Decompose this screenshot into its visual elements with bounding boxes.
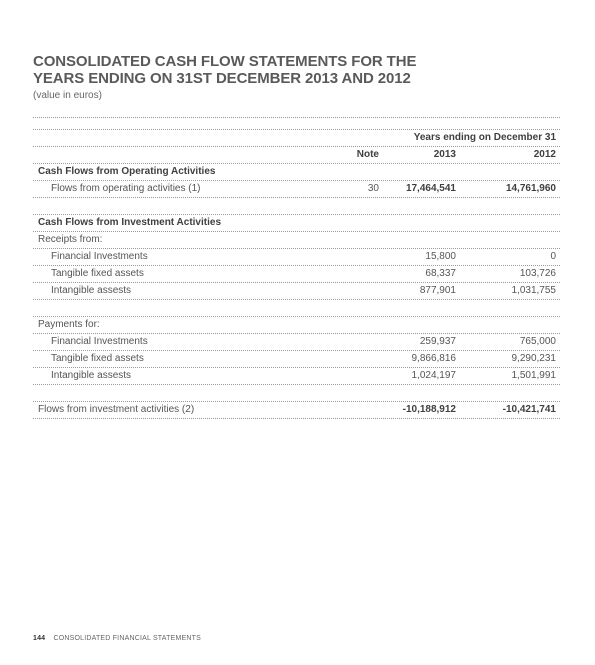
period-header-row [33,130,560,147]
row-value-2013: 17,464,541 [405,183,456,194]
section-heading-operating: Cash Flows from Operating Activities [38,166,216,177]
period-header: Years ending on December 31 [413,132,556,143]
row-value-2012: 765,000 [519,336,556,347]
table-row [33,249,560,266]
table-row [33,266,560,283]
spacer-row [33,300,560,317]
row-label: Financial Investments [51,251,148,262]
payments-subheading-row [33,317,560,334]
row-value-2013: 877,901 [419,285,456,296]
spacer-row [33,385,560,402]
row-value-2013: -10,188,912 [402,404,456,415]
footer-section-title: CONSOLIDATED FINANCIAL STATEMENTS [53,635,201,642]
row-label: Tangible fixed assets [51,353,144,364]
row-value-2012: -10,421,741 [502,404,556,415]
row-value-2012: 103,726 [519,268,556,279]
table-row [33,351,560,368]
row-value-2013: 68,337 [425,268,456,279]
page-footer [33,635,201,642]
investment-total-row [33,402,560,419]
spacer-row [33,198,560,215]
row-value-2012: 14,761,960 [505,183,556,194]
row-label: Financial Investments [51,336,148,347]
receipts-subheading-row [33,232,560,249]
year-2013-column-header: 2013 [433,149,456,160]
title-line-2: YEARS ENDING ON 31ST DECEMBER 2013 AND 2012 [33,70,411,87]
investment-section-row [33,215,560,232]
title-line-1: CONSOLIDATED CASH FLOW STATEMENTS FOR THE [33,53,417,70]
payments-subheading: Payments for: [38,319,100,330]
row-value-2012: 9,290,231 [511,353,556,364]
receipts-subheading: Receipts from: [38,234,103,245]
row-value-2013: 15,800 [425,251,456,262]
row-value-2012: 1,031,755 [511,285,556,296]
row-label: Flows from investment activities (2) [38,404,195,415]
operating-section-row [33,164,560,181]
section-heading-investment: Cash Flows from Investment Activities [38,217,222,228]
row-value-2013: 259,937 [419,336,456,347]
row-label: Intangible assests [51,285,132,296]
table-row [33,283,560,300]
page-title [33,53,453,87]
row-value-2012: 1,501,991 [511,370,556,381]
row-value-2012: 0 [550,251,556,262]
row-value-2013: 9,866,816 [411,353,456,364]
table-row [33,334,560,351]
row-value-2013: 1,024,197 [411,370,456,381]
value-unit-note: (value in euros) [33,90,102,101]
year-2012-column-header: 2012 [533,149,556,160]
table-top-rule [33,117,560,130]
page-number: 144 [33,635,46,642]
table-row [33,181,560,198]
row-label: Tangible fixed assets [51,268,144,279]
table-row [33,368,560,385]
row-label: Intangible assests [51,370,132,381]
note-column-header: Note [356,149,379,160]
column-header-row [33,147,560,164]
row-note: 30 [367,183,379,194]
row-label: Flows from operating activities (1) [51,183,201,194]
cash-flow-table [33,117,560,419]
